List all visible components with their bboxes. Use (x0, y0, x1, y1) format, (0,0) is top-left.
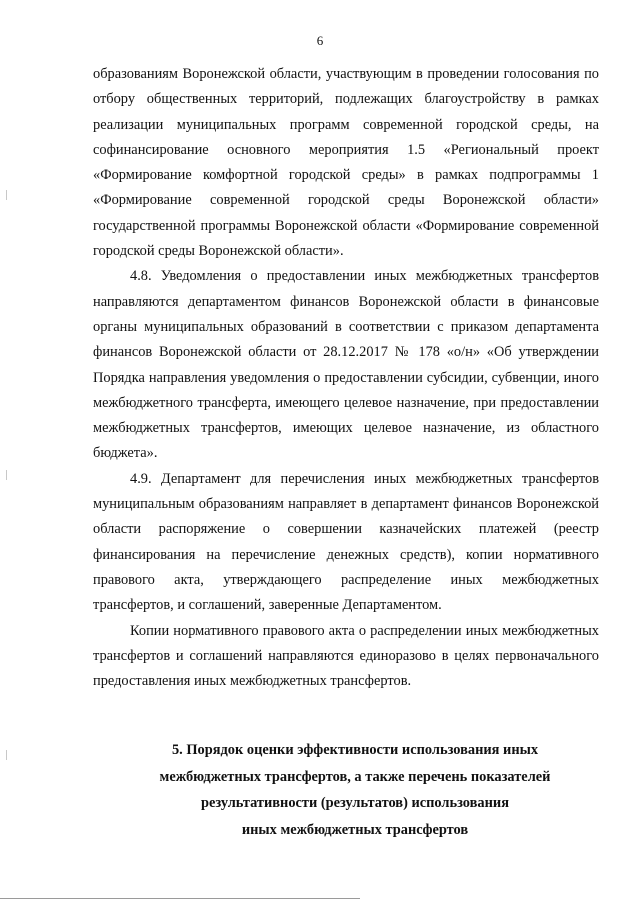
section-heading-line: иных межбюджетных трансфертов (241, 821, 469, 838)
section-5-heading (120, 737, 590, 843)
scan-artifact-mark (6, 190, 7, 200)
document-body (93, 62, 599, 694)
paragraph-copies: Копии нормативного правового акта о распределении иных межбюджетных трансфертов и соглашений направляются единоразово в целях первоначального предоставления иных межбюджетных трансфертов. (93, 622, 599, 690)
paragraph-continued: образованиям Воронежской области, участвующим в проведении голосования по отбору общественных территорий, подлежащих благоустройству в рамках реализации муниципальных программ современной городской среды, на софинансирование основного мероприятия 1.5 «Региональный проект «Формирование комфортной городской среды» в рамках подпрограммы 1 «Формирование современной городской среды Воронежской области» государственной программы Воронежской области «Формирование современной городской среды Воронежской области». (93, 66, 599, 260)
section-heading-line: 5. Порядок оценки эффективности использования иных (171, 742, 539, 758)
bottom-edge-divider (0, 898, 360, 899)
page-number: 6 (316, 33, 324, 48)
scan-artifact-mark (6, 470, 7, 480)
section-heading-line: межбюджетных трансфертов, а также перечень показателей (159, 768, 551, 785)
section-heading-line: результативности (результатов) использования (201, 795, 509, 811)
paragraph-4-9: 4.9. Департамент для перечисления иных межбюджетных трансфертов муниципальным образованиям направляет в департамент финансов Воронежской области распоряжение о совершении казначейских платежей (реестр финансирования на перечисление денежных средств), копии нормативного правового акта, утверждающего распределение иных межбюджетных трансфертов, и соглашений, заверенные Департаментом. (93, 470, 599, 614)
scan-artifact-mark (6, 750, 7, 760)
paragraph-4-8: 4.8. Уведомления о предоставлении иных межбюджетных трансфертов направляются департаментом финансов Воронежской области в финансовые органы муниципальных образований в соответствии с приказом департамента финансов Воронежской области от 28.12.2017 № 178 «о/н» «Об утверждении Порядка направления уведомления о предоставлении субсидии, субвенции, иного межбюджетного трансферта, имеющего целевое назначение, при предоставлении межбюджетных трансфертов, имеющих целевое назначение, из областного бюджета». (93, 268, 599, 462)
